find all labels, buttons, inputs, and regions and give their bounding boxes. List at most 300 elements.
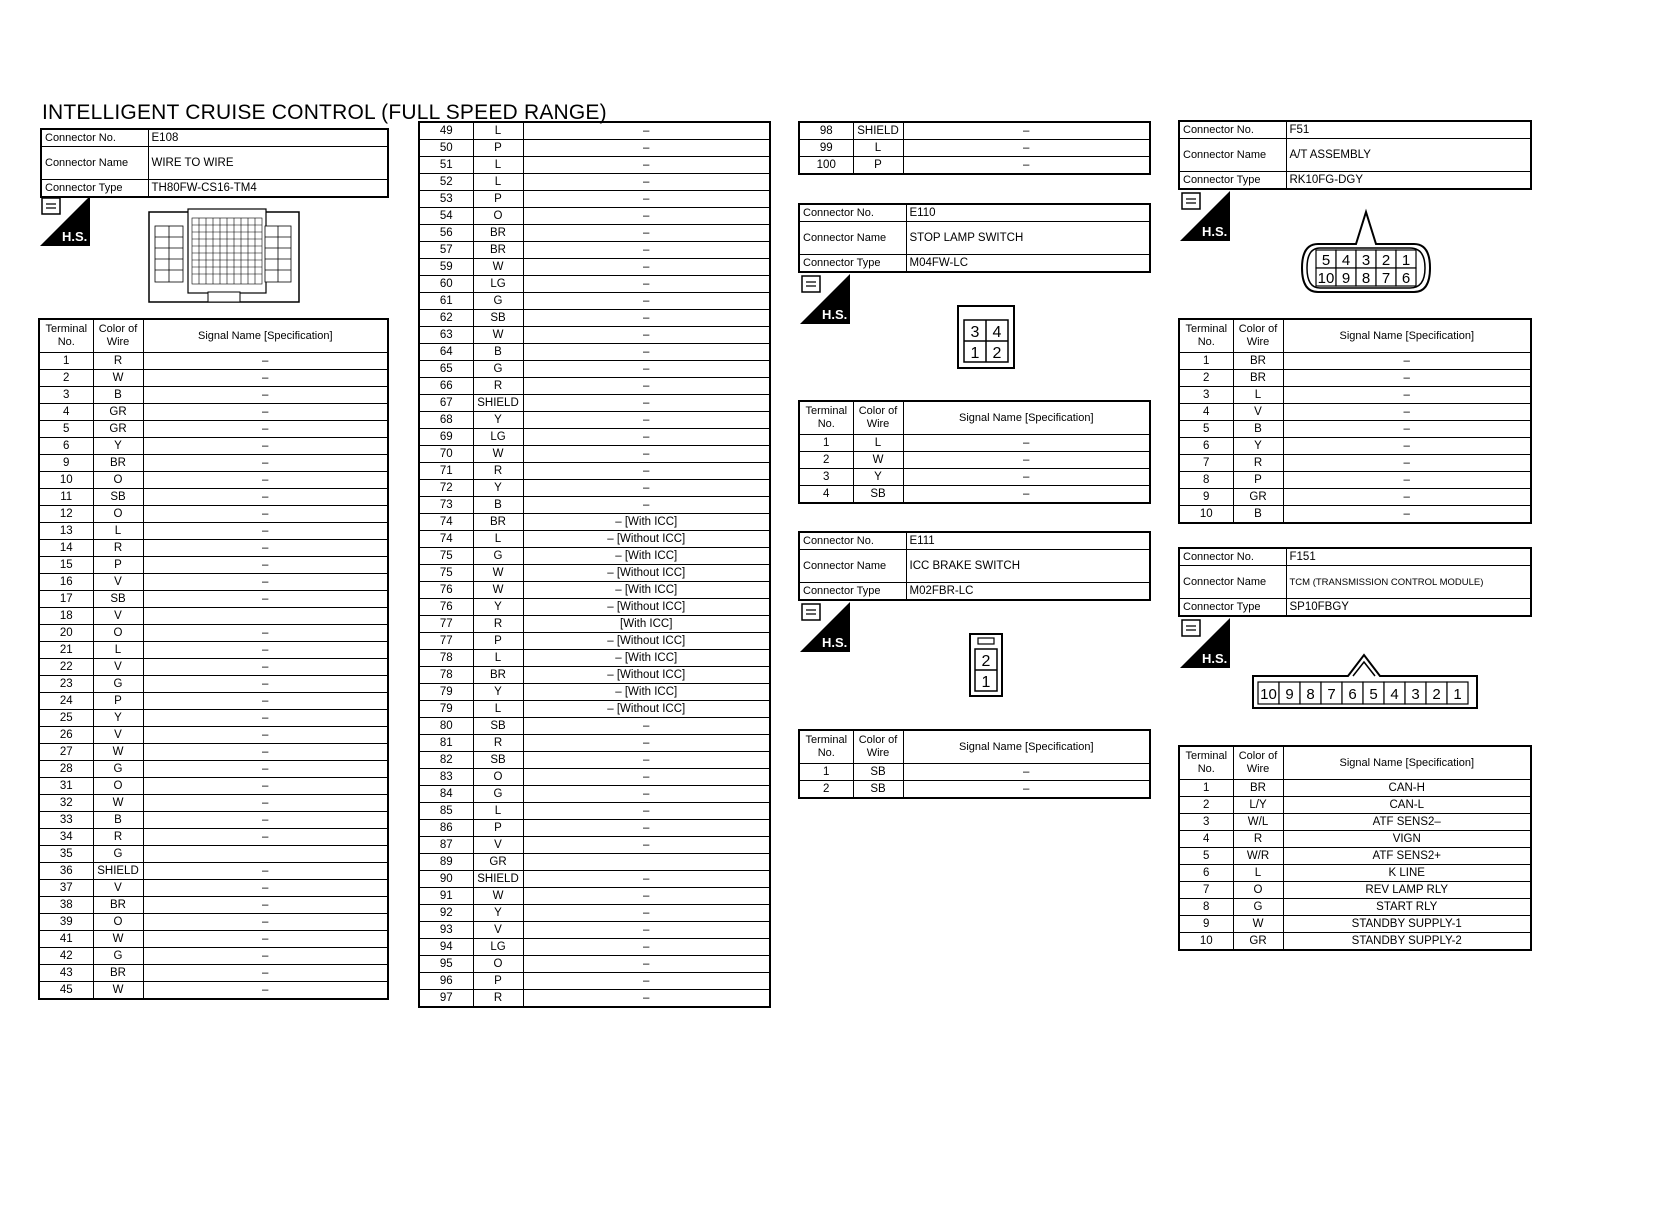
wire-color: SB [473, 718, 523, 735]
color-of-wire-header: Color of Wire [1233, 746, 1283, 780]
wire-color: L [93, 642, 143, 659]
wire-color: O [473, 208, 523, 225]
signal-name: – [523, 122, 770, 140]
table-row [419, 650, 770, 667]
wire-color: W/R [1233, 848, 1283, 865]
f51-pin: 6 [1401, 270, 1411, 287]
signal-name: – [523, 837, 770, 854]
signal-name: – [143, 812, 388, 829]
terminal-no: 4 [1179, 831, 1233, 848]
e110-connector-no: E110 [906, 204, 1150, 222]
wire-color: Y [473, 684, 523, 701]
table-row [419, 820, 770, 837]
wire-color: P [473, 633, 523, 650]
wire-color: Y [473, 480, 523, 497]
e111-connector-name: ICC BRAKE SWITCH [906, 550, 1150, 583]
e110-terminal-table [798, 400, 1151, 504]
table-row [419, 990, 770, 1008]
table-row [39, 404, 388, 421]
signal-name: – [1283, 404, 1531, 421]
signal-name: – [523, 378, 770, 395]
wire-color: W [473, 259, 523, 276]
table-row [39, 455, 388, 472]
signal-name-header: Signal Name [Specification] [903, 730, 1150, 764]
terminal-no: 2 [39, 370, 93, 387]
terminal-no: 1 [1179, 353, 1233, 370]
table-row [39, 982, 388, 1000]
table-row [799, 122, 1150, 140]
terminal-no: 17 [39, 591, 93, 608]
signal-name: – [With ICC] [523, 684, 770, 701]
table-row [39, 472, 388, 489]
table-row [39, 676, 388, 693]
table-row [419, 480, 770, 497]
terminal-no: 16 [39, 574, 93, 591]
wire-color: L [1233, 865, 1283, 882]
terminal-no: 10 [39, 472, 93, 489]
signal-name: STANDBY SUPPLY-2 [1283, 933, 1531, 951]
terminal-no: 6 [1179, 865, 1233, 882]
table-row [39, 659, 388, 676]
terminal-no: 1 [39, 353, 93, 370]
wire-color: L [473, 157, 523, 174]
signal-name: – [With ICC] [523, 548, 770, 565]
connector-no-label: Connector No. [799, 532, 906, 550]
wire-color: SB [853, 486, 903, 504]
wire-color: GR [473, 854, 523, 871]
table-row [419, 497, 770, 514]
wire-color: BR [473, 242, 523, 259]
signal-name [143, 608, 388, 625]
terminal-no-header: Terminal No. [1179, 746, 1233, 780]
wire-color: G [1233, 899, 1283, 916]
harness-side-icon [1180, 618, 1230, 668]
wire-color: W [853, 452, 903, 469]
table-row [39, 761, 388, 778]
terminal-no: 8 [1179, 472, 1233, 489]
f51-pin: 2 [1381, 252, 1391, 269]
e108-connector-name: WIRE TO WIRE [148, 147, 388, 180]
signal-name: CAN-H [1283, 780, 1531, 797]
wire-color: LG [473, 276, 523, 293]
table-row [39, 880, 388, 897]
terminal-no: 1 [1179, 780, 1233, 797]
signal-name: – [143, 353, 388, 370]
f151-pin: 3 [1411, 686, 1420, 703]
terminal-no-header: Terminal No. [1179, 319, 1233, 353]
terminal-no: 76 [419, 582, 473, 599]
signal-name: – [523, 480, 770, 497]
wire-color: V [93, 659, 143, 676]
f151-terminal-table [1178, 745, 1532, 951]
table-row [419, 157, 770, 174]
table-row [39, 489, 388, 506]
color-of-wire-header: Color of Wire [853, 401, 903, 435]
table-row [799, 781, 1150, 799]
terminal-no: 68 [419, 412, 473, 429]
signal-name: – [523, 871, 770, 888]
signal-name: – [903, 435, 1150, 452]
wire-color: R [473, 616, 523, 633]
terminal-no: 13 [39, 523, 93, 540]
terminal-no: 10 [1179, 506, 1233, 524]
table-row [799, 469, 1150, 486]
f51-connector-name: A/T ASSEMBLY [1286, 139, 1531, 172]
f51-connector-diagram [1298, 208, 1434, 296]
table-row [39, 897, 388, 914]
signal-name: – [523, 361, 770, 378]
wire-color: O [93, 625, 143, 642]
signal-name: – [1283, 421, 1531, 438]
page-title: INTELLIGENT CRUISE CONTROL (FULL SPEED RANGE) [42, 101, 607, 124]
signal-name: – [1283, 370, 1531, 387]
wire-color: P [473, 140, 523, 157]
f51-pin: 4 [1341, 252, 1351, 269]
signal-name: – [523, 718, 770, 735]
terminal-no: 34 [39, 829, 93, 846]
signal-name: – [143, 829, 388, 846]
table-row [39, 387, 388, 404]
wire-color: W [473, 888, 523, 905]
terminal-no: 31 [39, 778, 93, 795]
signal-name: – [Without ICC] [523, 701, 770, 718]
wire-color: W [473, 582, 523, 599]
terminal-no: 77 [419, 616, 473, 633]
terminal-no: 5 [39, 421, 93, 438]
f51-pin: 8 [1361, 270, 1371, 287]
signal-name: – [523, 939, 770, 956]
harness-side-icon [800, 274, 850, 324]
wire-color: V [473, 837, 523, 854]
wire-color: Y [473, 412, 523, 429]
f151-pin: 5 [1369, 686, 1378, 703]
wire-color: BR [473, 225, 523, 242]
signal-name: – [523, 157, 770, 174]
terminal-no: 79 [419, 701, 473, 718]
terminal-no: 7 [1179, 455, 1233, 472]
e110-info-table [798, 203, 1151, 273]
signal-name: STANDBY SUPPLY-1 [1283, 916, 1531, 933]
color-of-wire-header: Color of Wire [1233, 319, 1283, 353]
terminal-no: 70 [419, 446, 473, 463]
signal-name [523, 854, 770, 871]
signal-name: – [1283, 472, 1531, 489]
table-row [419, 378, 770, 395]
wire-color: R [473, 990, 523, 1008]
signal-name: CAN-L [1283, 797, 1531, 814]
terminal-no: 35 [39, 846, 93, 863]
wire-color: O [473, 769, 523, 786]
wire-color: W [473, 446, 523, 463]
terminal-no: 6 [1179, 438, 1233, 455]
terminal-no: 2 [799, 452, 853, 469]
signal-name: – [143, 931, 388, 948]
f151-pin: 9 [1285, 686, 1294, 703]
f151-pin: 8 [1306, 686, 1315, 703]
signal-name: – [523, 242, 770, 259]
table-row [419, 395, 770, 412]
signal-name: – [1283, 353, 1531, 370]
signal-name: – [143, 387, 388, 404]
signal-name: ATF SENS2+ [1283, 848, 1531, 865]
connector-name-label: Connector Name [1179, 139, 1286, 172]
signal-name: ATF SENS2– [1283, 814, 1531, 831]
signal-name: – [523, 412, 770, 429]
terminal-no: 22 [39, 659, 93, 676]
terminal-no: 89 [419, 854, 473, 871]
wire-color: V [1233, 404, 1283, 421]
wire-color: B [93, 387, 143, 404]
connector-no-label: Connector No. [41, 129, 148, 147]
table-row [419, 344, 770, 361]
terminal-no: 72 [419, 480, 473, 497]
table-row [799, 764, 1150, 781]
f151-connector-type: SP10FBGY [1286, 599, 1531, 617]
wire-color: GR [93, 404, 143, 421]
terminal-no: 96 [419, 973, 473, 990]
terminal-no: 74 [419, 531, 473, 548]
table-row [419, 531, 770, 548]
e111-connector-type: M02FBR-LC [906, 583, 1150, 601]
table-row [799, 452, 1150, 469]
signal-name: – [143, 897, 388, 914]
table-row [419, 446, 770, 463]
wire-color: R [473, 463, 523, 480]
table-row [419, 803, 770, 820]
wire-color: W [93, 931, 143, 948]
signal-name: – [523, 276, 770, 293]
f51-pin: 9 [1341, 270, 1351, 287]
terminal-no: 75 [419, 548, 473, 565]
connector-type-label: Connector Type [41, 180, 148, 198]
table-row [1179, 797, 1531, 814]
connector-type-label: Connector Type [1179, 172, 1286, 190]
table-row [799, 486, 1150, 504]
signal-name: REV LAMP RLY [1283, 882, 1531, 899]
e108-terminal-table-cont [418, 121, 771, 1008]
e110-connector-diagram [956, 304, 1016, 370]
terminal-no: 83 [419, 769, 473, 786]
connector-no-label: Connector No. [1179, 121, 1286, 139]
f51-connector-no: F51 [1286, 121, 1531, 139]
table-row [39, 693, 388, 710]
f51-pin: 3 [1361, 252, 1371, 269]
signal-name-header: Signal Name [Specification] [903, 401, 1150, 435]
table-row [419, 837, 770, 854]
terminal-no: 98 [799, 122, 853, 140]
table-row [39, 710, 388, 727]
terminal-no: 66 [419, 378, 473, 395]
wire-color: O [93, 914, 143, 931]
wire-color: B [93, 812, 143, 829]
terminal-no: 86 [419, 820, 473, 837]
wire-color: L [93, 523, 143, 540]
wire-color: BR [1233, 780, 1283, 797]
wire-color: SB [473, 752, 523, 769]
terminal-no: 32 [39, 795, 93, 812]
table-row [419, 293, 770, 310]
signal-name: – [143, 744, 388, 761]
signal-name: – [143, 574, 388, 591]
terminal-no: 3 [1179, 814, 1233, 831]
terminal-no: 85 [419, 803, 473, 820]
table-row [39, 591, 388, 608]
terminal-no: 79 [419, 684, 473, 701]
signal-name: – [143, 948, 388, 965]
signal-name: K LINE [1283, 865, 1531, 882]
wire-color: SB [93, 591, 143, 608]
terminal-no: 50 [419, 140, 473, 157]
f51-pin: 7 [1381, 270, 1391, 287]
signal-name: – [523, 973, 770, 990]
table-row [1179, 865, 1531, 882]
table-row [1179, 814, 1531, 831]
connector-type-label: Connector Type [799, 255, 906, 273]
wire-color: GR [93, 421, 143, 438]
e111-pin: 1 [981, 674, 991, 691]
e108-connector-no: E108 [148, 129, 388, 147]
table-row [419, 259, 770, 276]
table-row [39, 523, 388, 540]
signal-name: – [1283, 438, 1531, 455]
table-row [1179, 353, 1531, 370]
signal-name: – [523, 735, 770, 752]
signal-name: – [1283, 387, 1531, 404]
terminal-no: 14 [39, 540, 93, 557]
signal-name: – [523, 888, 770, 905]
signal-name: – [143, 625, 388, 642]
terminal-no: 76 [419, 599, 473, 616]
terminal-no: 21 [39, 642, 93, 659]
wire-color: G [473, 548, 523, 565]
wire-color: B [1233, 506, 1283, 524]
color-of-wire-header: Color of Wire [853, 730, 903, 764]
terminal-no: 3 [39, 387, 93, 404]
terminal-no: 8 [1179, 899, 1233, 916]
terminal-no: 80 [419, 718, 473, 735]
wire-color: O [93, 472, 143, 489]
wire-color: W [473, 565, 523, 582]
wire-color: LG [473, 939, 523, 956]
terminal-no: 74 [419, 514, 473, 531]
wire-color: R [1233, 455, 1283, 472]
signal-name: – [523, 259, 770, 276]
wire-color: Y [853, 469, 903, 486]
signal-name: – [523, 140, 770, 157]
terminal-no: 23 [39, 676, 93, 693]
signal-name: – [143, 540, 388, 557]
wire-color: SHIELD [473, 871, 523, 888]
terminal-no: 12 [39, 506, 93, 523]
table-row [419, 429, 770, 446]
table-row [419, 140, 770, 157]
terminal-no: 64 [419, 344, 473, 361]
table-row [39, 438, 388, 455]
terminal-no: 4 [1179, 404, 1233, 421]
signal-name: – [143, 965, 388, 982]
signal-name: – [523, 446, 770, 463]
table-row [39, 625, 388, 642]
table-row [39, 353, 388, 370]
wire-color: G [473, 293, 523, 310]
wire-color: Y [93, 438, 143, 455]
terminal-no: 65 [419, 361, 473, 378]
terminal-no: 92 [419, 905, 473, 922]
table-row [419, 616, 770, 633]
terminal-no: 3 [799, 469, 853, 486]
wire-color: SHIELD [93, 863, 143, 880]
terminal-no: 45 [39, 982, 93, 1000]
terminal-no: 38 [39, 897, 93, 914]
table-row [419, 599, 770, 616]
signal-name: – [523, 429, 770, 446]
table-row [419, 412, 770, 429]
terminal-no: 99 [799, 140, 853, 157]
hs-label: H.S. [62, 229, 88, 244]
table-row [419, 582, 770, 599]
signal-name: – [143, 506, 388, 523]
signal-name: – [903, 122, 1150, 140]
terminal-no: 18 [39, 608, 93, 625]
terminal-no: 60 [419, 276, 473, 293]
hs-label: H.S. [822, 307, 848, 322]
f51-pin: 5 [1321, 252, 1331, 269]
table-row [419, 752, 770, 769]
signal-name-header: Signal Name [Specification] [143, 319, 388, 353]
signal-name: – [903, 140, 1150, 157]
terminal-no: 84 [419, 786, 473, 803]
e110-connector-type: M04FW-LC [906, 255, 1150, 273]
table-row [1179, 506, 1531, 524]
f51-info-table [1178, 120, 1532, 190]
wire-color: P [1233, 472, 1283, 489]
signal-name: – [523, 820, 770, 837]
table-row [1179, 421, 1531, 438]
wire-color: BR [473, 667, 523, 684]
wire-color: B [1233, 421, 1283, 438]
e111-pin: 2 [981, 653, 991, 670]
table-row [1179, 489, 1531, 506]
terminal-no: 1 [799, 764, 853, 781]
wire-color: SB [853, 764, 903, 781]
wire-color: G [93, 948, 143, 965]
wire-color: P [93, 557, 143, 574]
signal-name: – [523, 956, 770, 973]
wire-color: L [1233, 387, 1283, 404]
e110-pin: 1 [970, 345, 980, 362]
wire-color: P [93, 693, 143, 710]
wire-color: W [93, 982, 143, 1000]
signal-name: – [523, 174, 770, 191]
signal-name: – [143, 404, 388, 421]
table-row [419, 786, 770, 803]
signal-name: – [Without ICC] [523, 633, 770, 650]
wire-color: BR [93, 455, 143, 472]
wire-color: B [473, 344, 523, 361]
f51-connector-type: RK10FG-DGY [1286, 172, 1531, 190]
hs-label: H.S. [822, 635, 848, 650]
table-row [39, 370, 388, 387]
table-row [419, 905, 770, 922]
table-row [39, 778, 388, 795]
signal-name: – [143, 421, 388, 438]
wire-color: BR [1233, 353, 1283, 370]
e111-connector-no: E111 [906, 532, 1150, 550]
e110-connector-name: STOP LAMP SWITCH [906, 222, 1150, 255]
e108-terminal-table [38, 318, 389, 1000]
connector-name-label: Connector Name [799, 550, 906, 583]
signal-name: – [903, 452, 1150, 469]
